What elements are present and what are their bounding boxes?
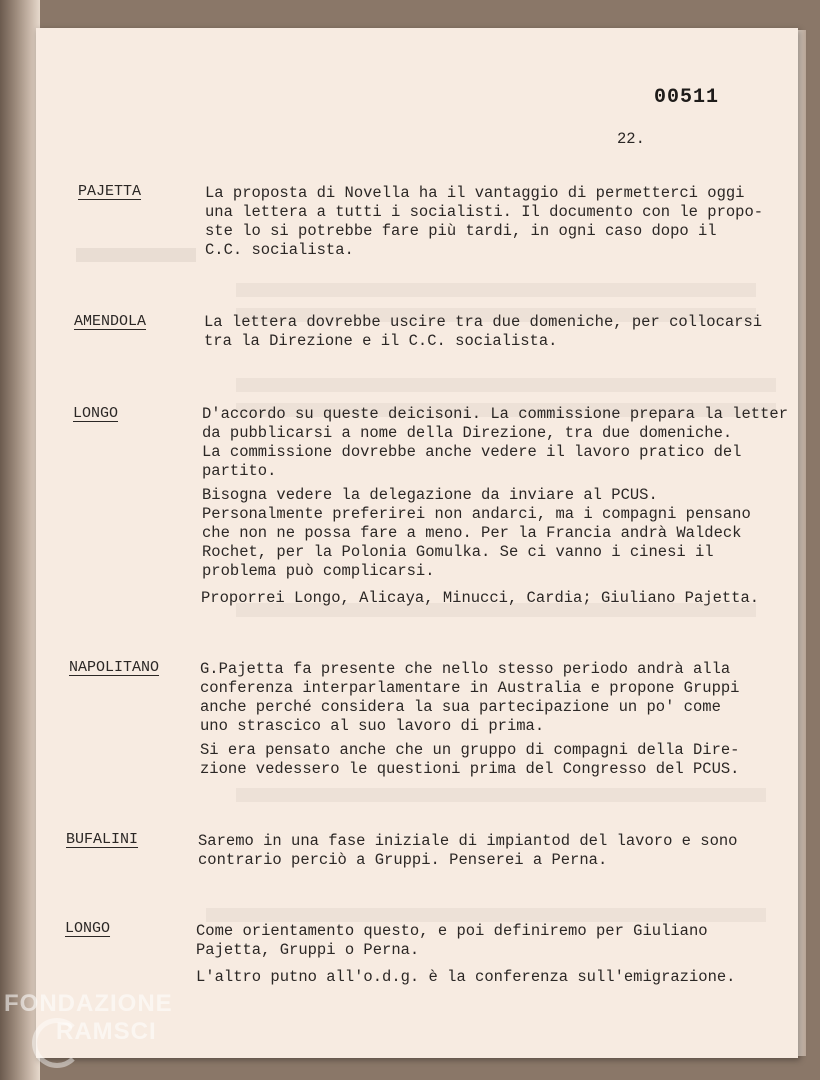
speech-paragraph: Proporrei Longo, Alicaya, Minucci, Cardia; Giuliano Pajetta. [201, 589, 760, 607]
watermark-text: FONDAZIONE [4, 990, 173, 1017]
speech-paragraph: La proposta di Novella ha il vantaggio di permetterci oggi una lettera a tutti i socialisti. Il documento con le propo- ste lo si potrebbe fare più tardi, in ogni caso dopo il C.C. socialista. [205, 184, 764, 259]
speech-paragraph: D'accordo su queste deicisoni. La commissione prepara la letter da pubblicarsi a nome della Direzione, tra due domeniche. La commissione dovrebbe anche vedere il lavoro pratico del partito. [202, 405, 788, 480]
speech-paragraph: Bisogna vedere la delegazione da inviare al PCUS. Personalmente preferirei non andarci, ma i compagni pensano che non ne possa fare a meno. Per la Francia andrà Waldeck Rochet, per la Polonia Gomulka. Se ci vanno i cinesi il problema può complicarsi. [202, 486, 751, 580]
watermark-text: RAMSCI [56, 1018, 157, 1045]
speaker-name: NAPOLITANO [69, 659, 160, 676]
speaker-name: AMENDOLA [74, 313, 147, 330]
bleed-through-mark [236, 283, 756, 297]
speech-paragraph: G.Pajetta fa presente che nello stesso periodo andrà alla conferenza interparlamentare in Australia e propone Gruppi anche perché considera la sua partecipazione un po' come uno strascico al suo lavoro di prima. [200, 660, 740, 735]
bleed-through-mark [236, 378, 776, 392]
speaker-name: LONGO [73, 405, 119, 422]
speech-paragraph: Saremo in una fase iniziale di impiantod del lavoro e sono contrario perciò a Gruppi. Penserei a Perna. [198, 832, 738, 869]
archive-number: 00511 [654, 86, 720, 109]
speaker-name: LONGO [65, 920, 111, 937]
bleed-through-mark [206, 908, 766, 922]
speaker-name: PAJETTA [78, 183, 142, 200]
speech-paragraph: Si era pensato anche che un gruppo di compagni della Dire- zione vedessero le questioni prima del Congresso del PCUS. [200, 741, 740, 778]
speech-paragraph: La lettera dovrebbe uscire tra due domeniche, per collocarsi tra la Direzione e il C.C. socialista. [204, 313, 763, 350]
page-number: 22. [617, 130, 645, 148]
binding-shadow [0, 0, 40, 1080]
speech-paragraph: Come orientamento questo, e poi definiremo per Giuliano Pajetta, Gruppi o Perna. [196, 922, 708, 959]
document-page [36, 28, 798, 1058]
speech-paragraph: L'altro putno all'o.d.g. è la conferenza sull'emigrazione. [196, 968, 736, 986]
bleed-through-mark [76, 248, 196, 262]
speaker-name: BUFALINI [66, 831, 139, 848]
bleed-through-mark [236, 788, 766, 802]
